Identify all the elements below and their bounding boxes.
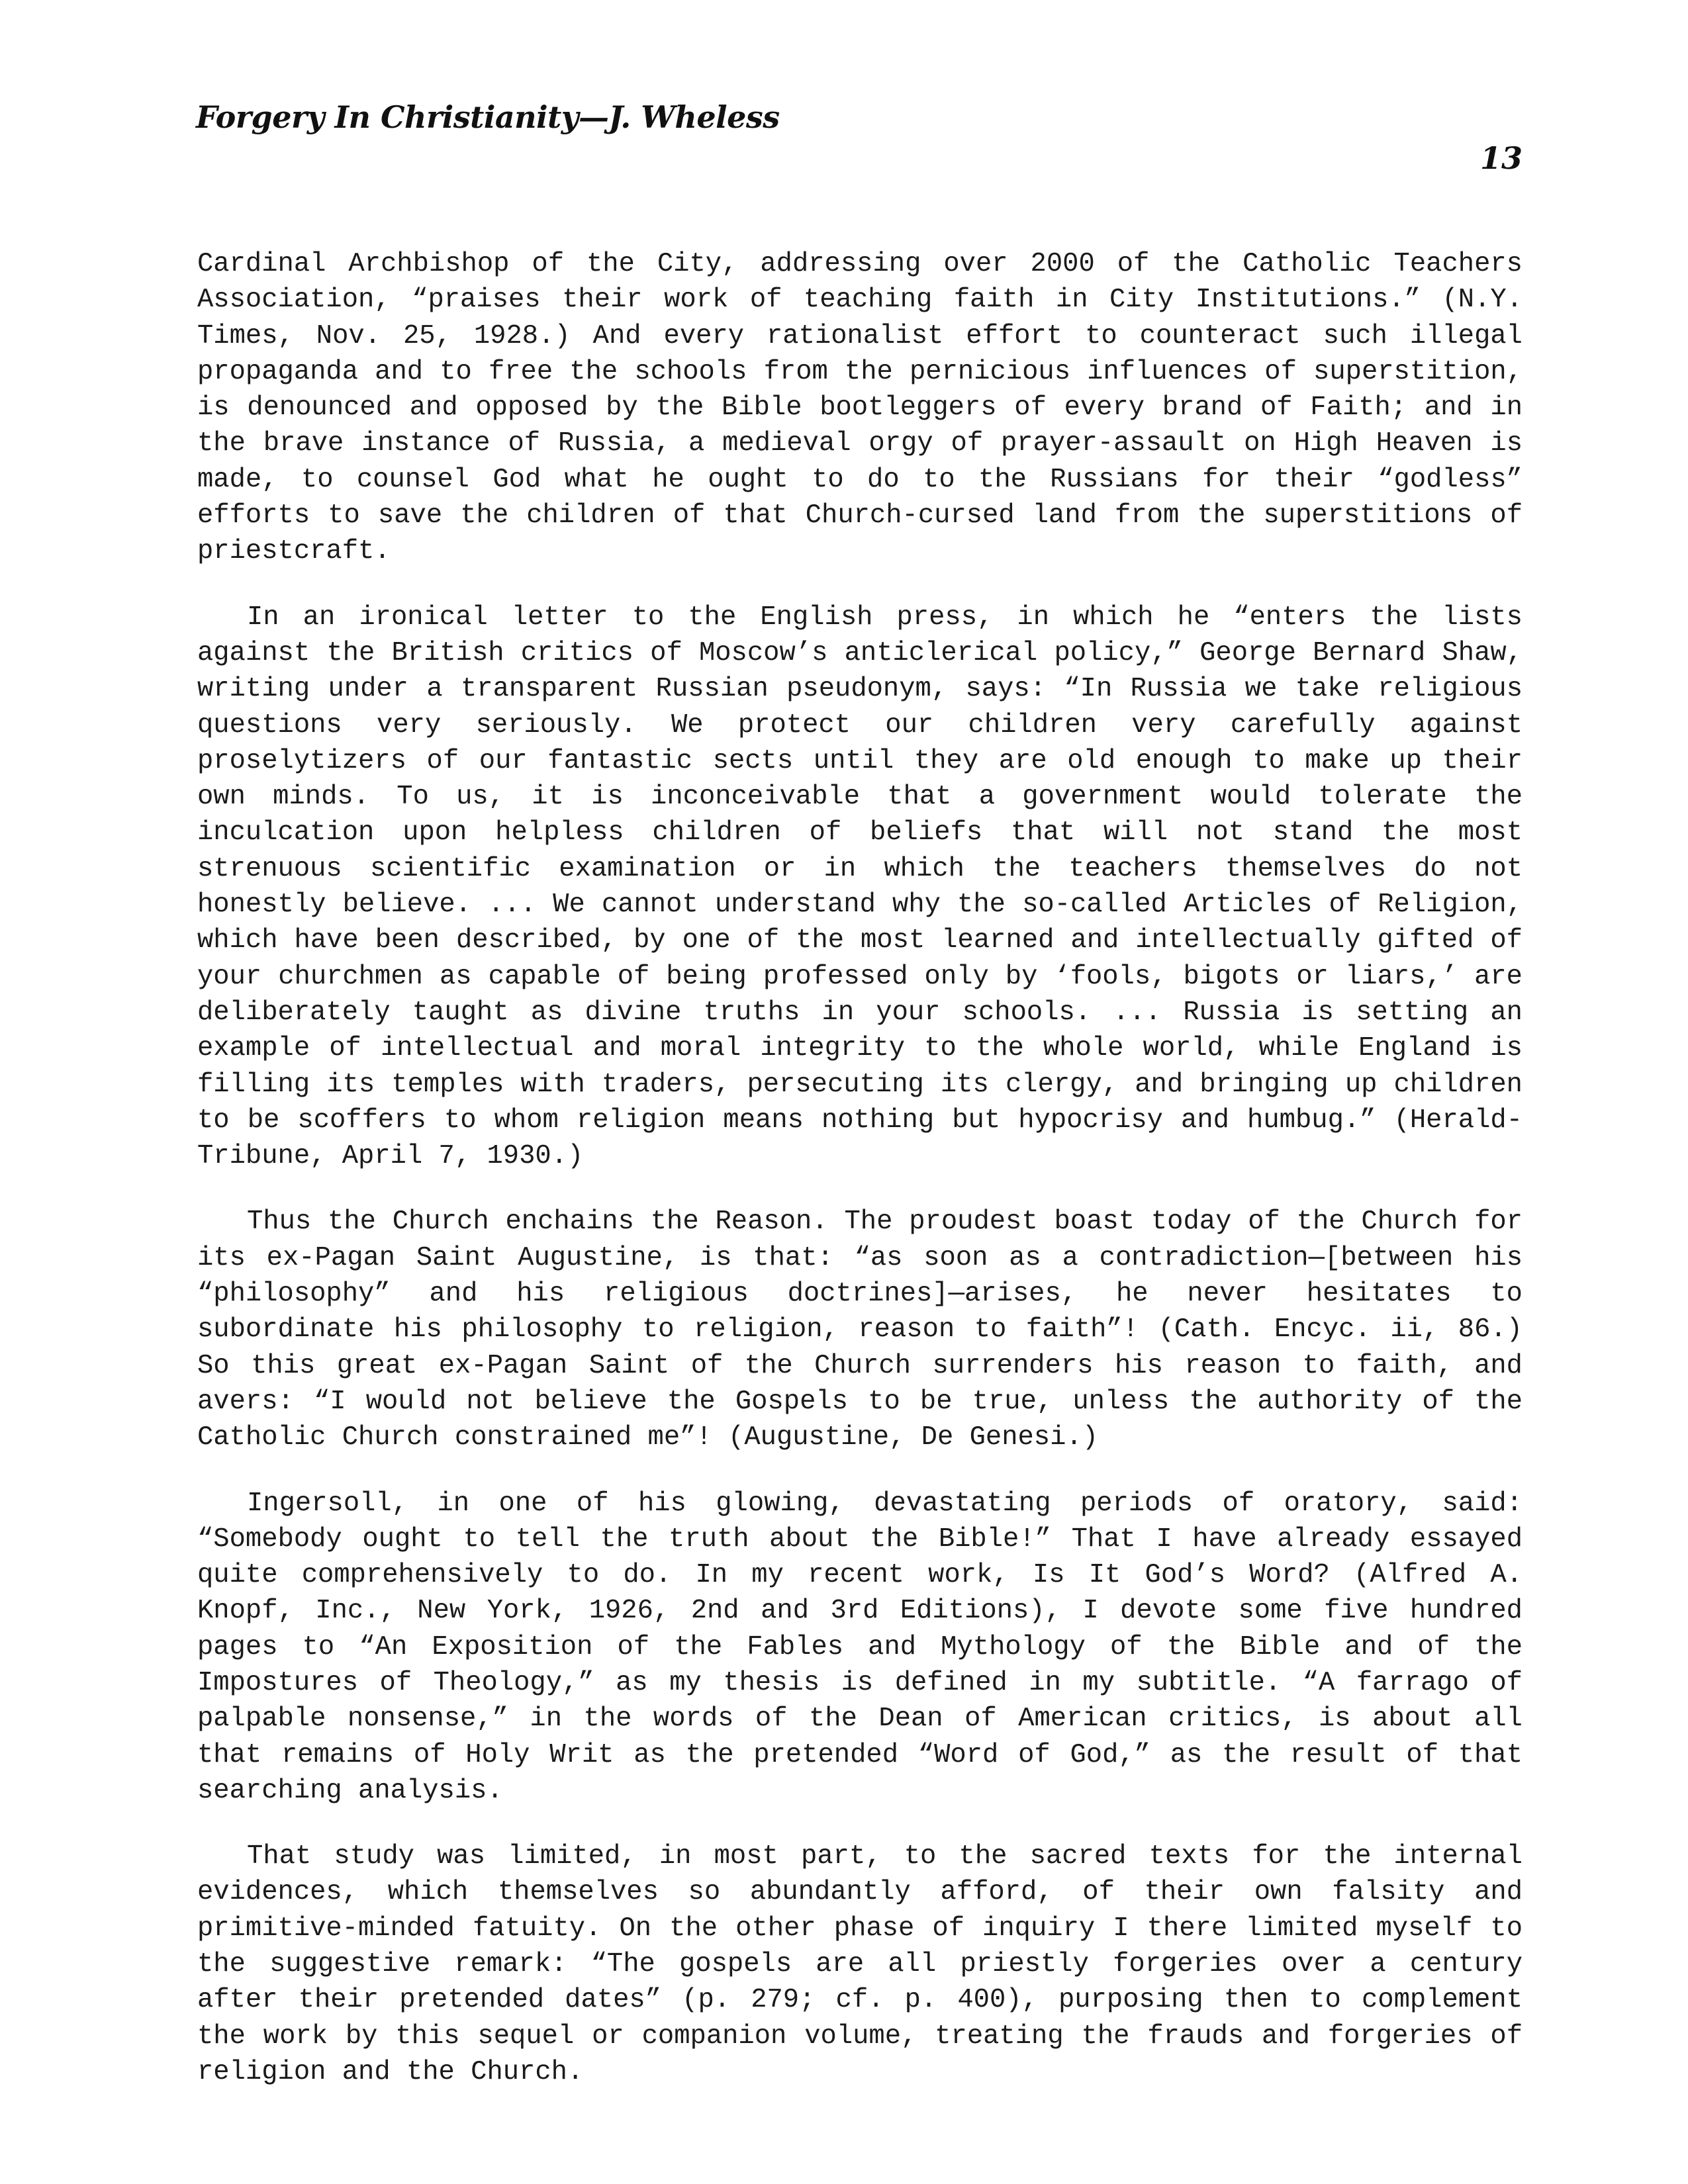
paragraph-3: Thus the Church enchains the Reason. The proudest boast today of the Church for its ex-Pagan Saint Augustine, is that: “as soon as a contradiction—[between his “philosophy” and his religious doctrines]—arises, he never hesitates to subordinate his philosophy to religion, reason to faith”! (Cath. Encyc. ii, 86.) So this great ex-Pagan Saint of the Church surrenders his reason to faith, and avers: “I would not believe the Gospels to be true, unless the authority of the Catholic Church constrained me”! (Augustine, De Genesi.) [197,1206,1523,1453]
paragraph-1: Cardinal Archbishop of the City, addressing over 2000 of the Catholic Teachers Association, “praises their work of teaching faith in City Institutions.” (N.Y. Times, Nov. 25, 1928.) And every rationalist effort to counteract such illegal propaganda and to free the schools from the pernicious influences of superstition, is denounced and opposed by the Bible bootleggers of every brand of Faith; and in the brave instance of Russia, a medieval orgy of prayer-assault on High Heaven is made, to counsel God what he ought to do to the Russians for their “godless” efforts to save the children of that Church-cursed land from the superstitions of priestcraft. [197,249,1523,567]
paragraph-5: That study was limited, in most part, to the sacred texts for the internal evidences, which themselves so abundantly afford, of their own falsity and primitive-minded fatuity. On the other phase of inquiry I there limited myself to the suggestive remark: “The gospels are all priestly forgeries over a century after their pretended dates” (p. 279; cf. p. 400), purposing then to complement the work by this sequel or companion volume, treating the frauds and forgeries of religion and the Church. [197,1841,1523,2087]
page-number: 13 [1479,140,1523,176]
body-text [197,246,1523,2120]
running-title: Forgery In Christianity—J. Wheless [196,99,780,135]
paragraph-4: Ingersoll, in one of his glowing, devastating periods of oratory, said: “Somebody ought to tell the truth about the Bible!” That I have already essayed quite comprehensively to do. In my recent work, Is It God’s Word? (Alfred A. Knopf, Inc., New York, 1926, 2nd and 3rd Editions), I devote some five hundred pages to “An Exposition of the Fables and Mythology of the Bible and of the Impostures of Theology,” as my thesis is defined in my subtitle. “A farrago of palpable nonsense,” in the words of the Dean of American critics, is about all that remains of Holy Writ as the pretended “Word of God,” as the result of that searching analysis. [197,1488,1523,1806]
paragraph-2: In an ironical letter to the English press, in which he “enters the lists against the British critics of Moscow’s anticlerical policy,” George Bernard Shaw, writing under a transparent Russian pseudonym, says: “In Russia we take religious questions very seriously. We protect our children very carefully against proselytizers of our fantastic sects until they are old enough to make up their own minds. To us, it is inconceivable that a government would tolerate the inculcation upon helpless children of beliefs that will not stand the most strenuous scientific examination or in which the teachers themselves do not honestly believe. ... We cannot understand why the so-called Articles of Religion, which have been described, by one of the most learned and intellectually gifted of your churchmen as capable of being professed only by ‘fools, bigots or liars,’ are deliberately taught as divine truths in your schools. ... Russia is setting an example of intellectual and moral integrity to the whole world, while England is filling its temples with traders, persecuting its clergy, and bringing up children to be scoffers to whom religion means nothing but hypocrisy and humbug.” (Herald-Tribune, April 7, 1930.) [197,602,1523,1172]
